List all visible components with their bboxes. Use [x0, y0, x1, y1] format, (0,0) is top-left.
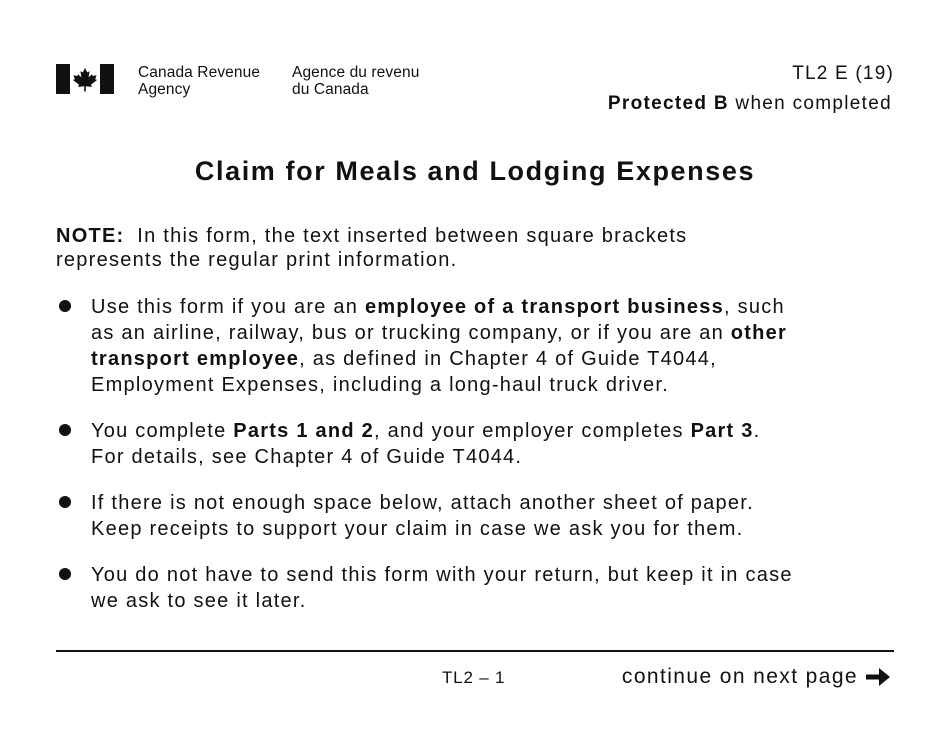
footer-divider — [56, 650, 894, 652]
continue-next-page-link[interactable] — [622, 665, 892, 689]
page-number: TL2 – 1 — [442, 668, 506, 687]
agency-name-english: Canada Revenue Agency — [138, 64, 261, 98]
bullet-icon — [59, 496, 71, 508]
bullet-icon — [59, 568, 71, 580]
form-id: TL2 E (19) — [792, 63, 894, 84]
note-paragraph: NOTE: In this form, the text inserted between square brackets represents the regular print information. — [56, 225, 688, 271]
note-label: NOTE: — [56, 225, 125, 247]
bullet-icon — [59, 424, 71, 436]
instruction-list — [56, 294, 906, 614]
government-signature — [56, 64, 419, 98]
list-item: Use this form if you are an employee of a transport business, such as an airline, railway, bus or trucking company, or if you are an other transport employee, as defined in Chapter 4 of Guide T4044, Employment Expenses, including a long-haul truck driver. — [56, 294, 906, 398]
agency-name-french: Agence du revenu du Canada — [292, 64, 420, 98]
continue-label: continue on next page — [621, 665, 858, 688]
bullet-icon — [59, 300, 71, 312]
arrow-right-icon — [864, 666, 892, 688]
canada-flag-icon — [56, 64, 114, 94]
list-item: You do not have to send this form with your return, but keep it in case we ask to see it later. — [56, 562, 906, 614]
list-item: If there is not enough space below, attach another sheet of paper. Keep receipts to support your claim in case we ask you for them. — [56, 490, 906, 542]
list-item: You complete Parts 1 and 2, and your employer completes Part 3. For details, see Chapter 4 of Guide T4044. — [56, 418, 906, 470]
protected-status: Protected B when completed — [607, 93, 892, 114]
page-title: Claim for Meals and Lodging Expenses — [194, 156, 756, 186]
